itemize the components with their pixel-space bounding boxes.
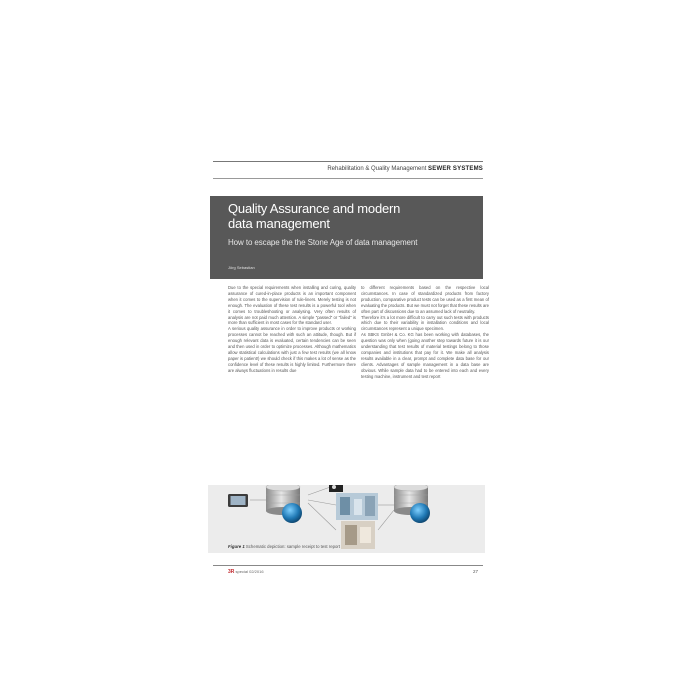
tablet-icon [228,494,248,507]
col2-paragraph: As SBKS GmbH & Co. KG has been working with databases, the question was only when (going another step towards future it is our understanding that test results of material testings belong to those companies and institutions that pay for it. We make all analysis results available in a clear, prompt and complete data base for our clients. Advantages of sample management in a data base are obvious. While sample data had to be entered into each and every testing machine, instrument and test report [361,332,489,379]
col1-paragraph: A serious quality assurance in order to improve products or working processes cannot be reached with such an attitude, though. But if enough relevant data is evaluated, certain tendencies can be seen and then used in order to optimize processes. Although mathematics allow statistical calculations with just a few test results (we all know paper is patient!) we should check if this makes a lot of sense as the confidence level of these results is highly limited. Furthermore there are always fluctuations in results due [228,326,356,373]
article-title [228,201,478,231]
title-line-2: data management [228,216,330,231]
figure-label: Figure 1 [228,544,245,549]
footer-issue: special 02/2016 [235,569,264,574]
body-column-2 [361,285,489,380]
figure-caption [228,544,428,549]
page-number: 27 [473,569,479,574]
lab-photo-1 [336,493,378,520]
footer-brand [228,569,264,575]
lab-machine-icon [329,485,343,492]
header-rule-top [213,161,483,162]
header-section: Rehabilitation & Quality Management [327,166,427,172]
header-category: SEWER SYSTEMS [428,166,483,172]
title-line-1: Quality Assurance and modern [228,201,401,216]
body-column-1 [228,285,356,374]
schematic-diagram [208,485,485,553]
globe-icon-left [282,503,302,523]
running-header [213,166,483,176]
article-subtitle: How to escape the the Stone Age of data management [228,238,418,247]
col1-paragraph: Due to the special requirements when installing and curing, quality assurance of cured-in-place products is an important component when it comes to the supervision of rule-liners. Merely testing is not enough. The evaluation of these test results is a powerful tool when it comes to troubleshooting or analysing. Very often results of analysis are not paid much attention. A simple "passed" or "failed" is more than sufficient in most cases for the standard user. [228,285,356,326]
figure-1 [208,485,485,553]
header-rule-bottom [213,178,483,179]
article-author: Jörg Sebastian [228,265,255,270]
col2-paragraph: Therefore it's a lot more difficult to carry out such tests with products which due to their variability in installation conditions and local circumstances represent a unique specimen. [361,314,489,332]
magazine-logo: 3R [228,569,235,575]
col2-paragraph: to different requirements based on the respective local circumstances. In case of standardized products from factory production, comparative product tests can be used as a first mean of evaluating the products. But we must not forget that these results are often part of discussions due to an assumed lack of neutrality. [361,285,489,314]
figure-caption-text: Schematic depiction: sample receipt to test report [245,544,341,549]
footer-rule [213,565,483,566]
globe-icon-right [410,503,430,523]
